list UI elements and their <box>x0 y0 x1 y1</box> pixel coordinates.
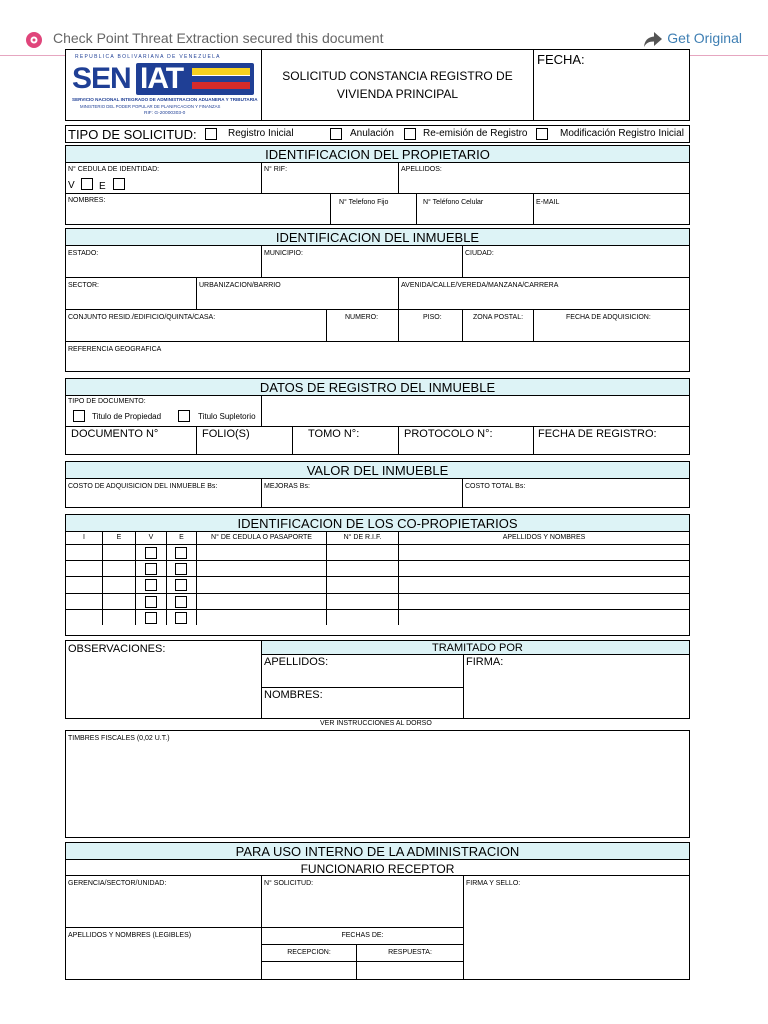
titulo-propiedad-label: Titulo de Propiedad <box>92 412 162 421</box>
mejoras-label: MEJORAS Bs: <box>264 483 310 490</box>
observaciones-label: OBSERVACIONES: <box>68 643 166 655</box>
valor-section <box>65 461 690 508</box>
copropietario-row-cell[interactable] <box>135 593 166 609</box>
numero-cell[interactable] <box>326 309 398 341</box>
col-rif-header <box>326 532 398 544</box>
copropietario-row-cell[interactable] <box>166 593 196 609</box>
copropietario-row-cell[interactable] <box>102 576 135 592</box>
n-solicitud-label: N° SOLICITUD: <box>264 880 314 887</box>
propietario-section <box>65 145 690 225</box>
numero-label: NUMERO: <box>345 314 379 321</box>
costo-adquisicion-cell[interactable] <box>66 479 261 507</box>
ciudad-label: CIUDAD: <box>465 250 494 257</box>
fecha-registro-label: FECHA DE REGISTRO: <box>538 428 657 440</box>
fecha-label: FECHA: <box>537 52 585 67</box>
fechas-label: FECHAS DE: <box>341 932 384 939</box>
referencia-label: REFERENCIA GEOGRAFICA <box>68 346 162 353</box>
copropietario-row-cell[interactable] <box>66 593 102 609</box>
cedula-label: N° CEDULA DE IDENTIDAD: <box>68 166 160 173</box>
apellidos-nombres-label: APELLIDOS Y NOMBRES (LEGIBLES) <box>68 932 192 939</box>
rif-label: N° RIF: <box>264 166 288 173</box>
registro-header: DATOS DE REGISTRO DEL INMUEBLE <box>66 379 689 396</box>
copropietario-row-cell[interactable] <box>326 609 398 625</box>
tramitado-label: TRAMITADO POR <box>432 642 523 654</box>
logo-flag-blue <box>192 75 250 82</box>
copropietario-row-cell[interactable] <box>166 544 196 560</box>
conjunto-label: CONJUNTO RESID./EDIFICIO/QUINTA/CASA: <box>68 314 216 321</box>
reemision-label: Re-emisión de Registro <box>423 128 528 139</box>
logo-republic-line: REPUBLICA BOLIVARIANA DE VENEZUELA <box>75 54 221 60</box>
fecha-cell[interactable] <box>533 50 689 120</box>
copropietario-e-checkbox[interactable] <box>175 596 187 608</box>
referencia-cell[interactable] <box>66 341 689 371</box>
logo-brand-left: SEN <box>72 62 131 95</box>
tipo-solicitud-label: TIPO DE SOLICITUD: <box>68 127 197 142</box>
col-rif-label: N° DE R.I.F. <box>343 534 382 541</box>
registro-section <box>65 378 690 455</box>
inmueble-section <box>65 228 690 372</box>
copropietario-row-cell[interactable] <box>102 544 135 560</box>
logo-service-line: SERVICIO NACIONAL INTEGRADO DE ADMINISTRACION ADUANERA Y TRIBUTARIA <box>72 97 258 102</box>
tel-celular-label: N° Teléfono Celular <box>423 199 484 206</box>
copropietario-row-cell[interactable] <box>135 609 166 625</box>
col-i-label: I <box>83 534 85 541</box>
copropietario-row-cell[interactable] <box>398 560 689 576</box>
copropietario-v-checkbox[interactable] <box>145 579 157 591</box>
avenida-cell[interactable] <box>398 277 689 309</box>
firma-sello-cell[interactable] <box>463 876 689 979</box>
tramitado-apellidos-cell[interactable] <box>261 655 463 687</box>
copropietarios-section <box>65 514 690 636</box>
documento-cell[interactable] <box>66 426 196 454</box>
zona-postal-label: ZONA POSTAL: <box>473 314 524 321</box>
logo-brand-right: IAT <box>140 62 184 95</box>
tramitado-firma-cell[interactable] <box>463 655 689 718</box>
funcionario-label: FUNCIONARIO RECEPTOR <box>300 862 455 876</box>
copropietario-row-cell[interactable] <box>66 576 102 592</box>
col-e2-label: E <box>179 534 184 541</box>
observaciones-section <box>65 640 690 719</box>
nombres-cell[interactable] <box>66 193 330 224</box>
timbres-section[interactable] <box>65 730 690 838</box>
gerencia-label: GERENCIA/SECTOR/UNIDAD: <box>68 880 167 887</box>
copropietario-row-cell[interactable] <box>102 609 135 625</box>
instrucciones-note: VER INSTRUCCIONES AL DORSO <box>320 720 432 727</box>
tramitado-nombres-cell[interactable] <box>261 687 463 718</box>
uso-interno-header: PARA USO INTERNO DE LA ADMINISTRACION <box>66 843 689 860</box>
sector-cell[interactable] <box>66 277 196 309</box>
funcionario-row <box>66 860 689 876</box>
copropietario-row-cell[interactable] <box>196 609 326 625</box>
copropietario-row-cell[interactable] <box>196 544 326 560</box>
logo-rif-line: RIF: G-20000303-0 <box>144 111 186 116</box>
protocolo-cell[interactable] <box>398 426 533 454</box>
folios-label: FOLIO(S) <box>202 428 250 440</box>
seniat-logo <box>66 50 261 120</box>
col-e-label: E <box>116 534 122 541</box>
titulo-supletorio-label: Titulo Supletorio <box>198 412 256 421</box>
recepcion-value-cell[interactable] <box>261 961 356 979</box>
tipo-documento-cell <box>66 396 261 426</box>
propietario-header: IDENTIFICACION DEL PROPIETARIO <box>66 146 689 163</box>
respuesta-value-cell[interactable] <box>356 961 463 979</box>
email-label: E-MAIL <box>536 199 560 206</box>
zona-postal-cell[interactable] <box>462 309 533 341</box>
costo-adquisicion-label: COSTO DE ADQUISICION DEL INMUEBLE Bs: <box>68 483 218 490</box>
get-original-link[interactable]: Get Original <box>667 30 742 46</box>
logo-brand-box <box>136 63 254 95</box>
rif-cell[interactable] <box>261 163 398 193</box>
copropietario-row-cell[interactable] <box>135 544 166 560</box>
tel-fijo-cell[interactable] <box>330 193 416 224</box>
anulacion-checkbox[interactable] <box>330 128 342 140</box>
col-cedula-header <box>196 532 326 544</box>
documento-label: DOCUMENTO N° <box>71 428 159 440</box>
logo-flag-red <box>192 82 250 89</box>
urbanizacion-label: URBANIZACION/BARRIO <box>199 282 281 289</box>
tel-fijo-label: N° Telefono Fijo <box>339 199 389 206</box>
copropietario-row-cell[interactable] <box>66 609 102 625</box>
copropietario-v-checkbox[interactable] <box>145 547 157 559</box>
piso-label: PISO: <box>423 314 442 321</box>
inmueble-header: IDENTIFICACION DEL INMUEBLE <box>66 229 689 246</box>
tipo-documento-blank <box>261 396 689 426</box>
copropietario-row-cell[interactable] <box>398 609 689 625</box>
form-header <box>65 49 690 121</box>
tel-celular-cell[interactable] <box>416 193 533 224</box>
apellidos-label: APELLIDOS: <box>401 166 442 173</box>
tomo-cell[interactable] <box>292 426 398 454</box>
modificacion-checkbox[interactable] <box>536 128 548 140</box>
tomo-label: TOMO N°: <box>308 428 360 440</box>
copropietario-row-cell[interactable] <box>398 593 689 609</box>
logo-ministry-line: MINISTERIO DEL PODER POPULAR DE PLANIFICACION Y FINANZAS <box>80 104 221 109</box>
copropietario-row-cell[interactable] <box>135 576 166 592</box>
titulo-supletorio-checkbox[interactable] <box>178 410 190 422</box>
ciudad-cell[interactable] <box>462 246 689 277</box>
fechas-cell <box>261 927 463 944</box>
threat-extraction-message: Check Point Threat Extraction secured this document <box>53 30 384 46</box>
email-cell[interactable] <box>533 193 689 224</box>
col-e2-header <box>166 532 196 544</box>
valor-header: VALOR DEL INMUEBLE <box>66 462 689 479</box>
copropietario-row-cell[interactable] <box>196 593 326 609</box>
copropietarios-header: IDENTIFICACION DE LOS CO-PROPIETARIOS <box>66 515 689 532</box>
firma-sello-label: FIRMA Y SELLO: <box>466 880 521 887</box>
recepcion-label: RECEPCION: <box>287 949 331 956</box>
col-cedula-label: N° DE CEDULA O PASAPORTE <box>211 534 312 541</box>
col-nombres-header <box>398 532 689 544</box>
observaciones-cell[interactable] <box>66 641 261 718</box>
conjunto-cell[interactable] <box>66 309 326 341</box>
nombres-label: NOMBRES: <box>68 197 106 204</box>
form-title-line1: SOLICITUD CONSTANCIA REGISTRO DE <box>282 69 513 83</box>
recepcion-cell <box>261 944 356 961</box>
copropietario-row-cell[interactable] <box>196 560 326 576</box>
costo-total-label: COSTO TOTAL Bs: <box>465 483 526 490</box>
copropietario-row-cell[interactable] <box>326 544 398 560</box>
cedula-e-checkbox[interactable] <box>113 178 125 190</box>
reemision-checkbox[interactable] <box>404 128 416 140</box>
col-i-header <box>66 532 102 544</box>
copropietario-row-cell[interactable] <box>66 560 102 576</box>
col-v-label: V <box>148 534 154 541</box>
uso-interno-section <box>65 842 690 980</box>
cedula-e-label: E <box>99 181 106 192</box>
apellidos-cell[interactable] <box>398 163 689 193</box>
protocolo-label: PROTOCOLO N°: <box>404 428 493 440</box>
copropietario-v-checkbox[interactable] <box>145 563 157 575</box>
copropietario-row-cell[interactable] <box>166 560 196 576</box>
registro-inicial-checkbox[interactable] <box>205 128 217 140</box>
copropietario-row-cell[interactable] <box>326 593 398 609</box>
copropietario-row-cell[interactable] <box>102 560 135 576</box>
tramitado-nombres-label: NOMBRES: <box>264 689 323 701</box>
copropietario-row-cell[interactable] <box>135 560 166 576</box>
mejoras-cell[interactable] <box>261 479 462 507</box>
respuesta-cell <box>356 944 463 961</box>
respuesta-label: RESPUESTA: <box>388 949 432 956</box>
form-title-line2: VIVIENDA PRINCIPAL <box>336 87 459 101</box>
copropietario-row-cell[interactable] <box>398 544 689 560</box>
col-e-header <box>102 532 135 544</box>
tramitado-header-cell <box>261 641 689 655</box>
copropietario-e-checkbox[interactable] <box>175 612 187 624</box>
avenida-label: AVENIDA/CALLE/VEREDA/MANZANA/CARRERA <box>401 282 559 289</box>
tipo-documento-label: TIPO DE DOCUMENTO: <box>68 398 146 405</box>
gerencia-cell[interactable] <box>66 876 261 927</box>
col-nombres-label: APELLIDOS Y NOMBRES <box>502 534 586 541</box>
tramitado-firma-label: FIRMA: <box>466 656 504 668</box>
apellidos-nombres-cell[interactable] <box>66 927 261 979</box>
copropietario-row-cell[interactable] <box>102 593 135 609</box>
copropietario-e-checkbox[interactable] <box>175 547 187 559</box>
estado-label: ESTADO: <box>68 250 99 257</box>
copropietarios-table <box>66 532 689 635</box>
costo-total-cell[interactable] <box>462 479 689 507</box>
fecha-registro-cell[interactable] <box>533 426 689 454</box>
modificacion-label: Modificación Registro Inicial <box>560 128 684 139</box>
col-v-header <box>135 532 166 544</box>
copropietario-v-checkbox[interactable] <box>145 612 157 624</box>
n-solicitud-cell[interactable] <box>261 876 463 927</box>
copropietario-row-cell[interactable] <box>166 609 196 625</box>
copropietario-e-checkbox[interactable] <box>175 579 187 591</box>
fecha-adquisicion-cell[interactable] <box>533 309 689 341</box>
copropietario-row-cell[interactable] <box>196 576 326 592</box>
piso-cell[interactable] <box>398 309 462 341</box>
copropietario-row-cell[interactable] <box>326 576 398 592</box>
fecha-adquisicion-label: FECHA DE ADQUISICION: <box>566 314 651 321</box>
copropietario-e-checkbox[interactable] <box>175 563 187 575</box>
logo-flag-yellow <box>192 68 250 75</box>
cedula-v-label: V <box>68 180 75 191</box>
sector-label: SECTOR: <box>68 282 99 289</box>
form-title-cell <box>261 50 533 120</box>
tipo-solicitud-row <box>65 125 690 143</box>
titulo-propiedad-checkbox[interactable] <box>73 410 85 422</box>
copropietario-v-checkbox[interactable] <box>145 596 157 608</box>
municipio-label: MUNICIPIO: <box>264 250 303 257</box>
copropietario-row-cell[interactable] <box>66 544 102 560</box>
copropietario-row-cell[interactable] <box>398 576 689 592</box>
folios-cell[interactable] <box>196 426 292 454</box>
timbres-label: TIMBRES FISCALES (0,02 U.T.) <box>68 735 170 742</box>
tramitado-apellidos-label: APELLIDOS: <box>264 656 329 668</box>
urbanizacion-cell[interactable] <box>196 277 398 309</box>
copropietario-row-cell[interactable] <box>326 560 398 576</box>
estado-cell[interactable] <box>66 246 261 277</box>
anulacion-label: Anulación <box>350 128 394 139</box>
cedula-v-checkbox[interactable] <box>81 178 93 190</box>
cedula-cell[interactable] <box>66 163 261 193</box>
registro-inicial-label: Registro Inicial <box>228 128 294 139</box>
copropietario-row-cell[interactable] <box>166 576 196 592</box>
municipio-cell[interactable] <box>261 246 462 277</box>
